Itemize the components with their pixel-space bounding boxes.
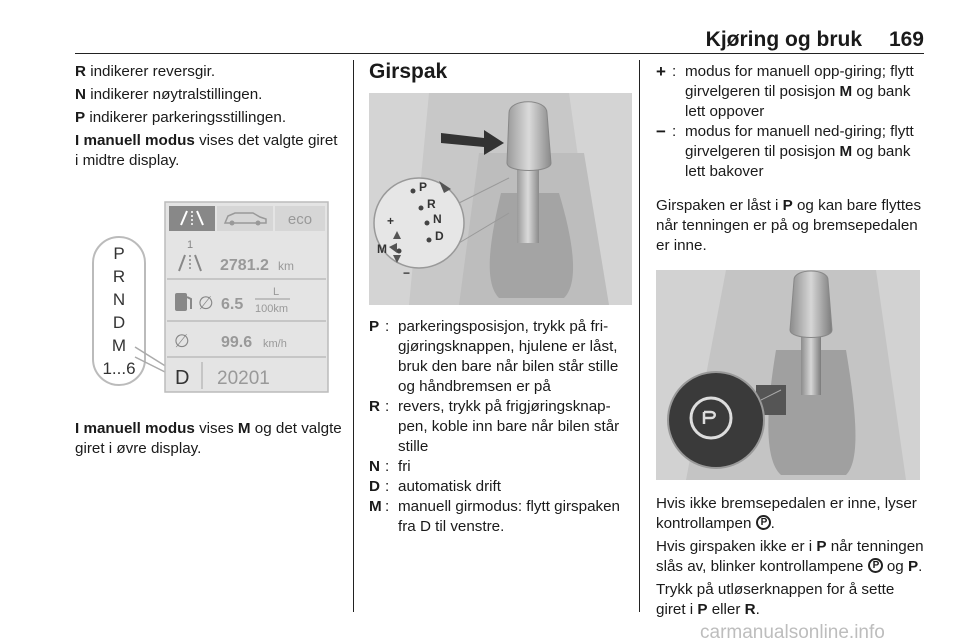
- column-1: [75, 62, 343, 462]
- para-neutral: N indikerer nøytralstillingen.: [75, 86, 263, 103]
- svg-text:L: L: [273, 286, 280, 298]
- column-divider: [639, 60, 640, 612]
- lever-label-d: D: [435, 229, 444, 243]
- watermark: carmanualsonline.info: [700, 622, 885, 642]
- gear-range: 1...6: [102, 359, 136, 378]
- gear-lever-figure: [369, 93, 632, 305]
- gear-letter-m: M: [111, 336, 127, 355]
- tab-eco: eco: [287, 211, 313, 228]
- lever-label-p: P: [419, 180, 428, 194]
- list-item: D : automatisk drift: [369, 478, 501, 495]
- svg-text:km: km: [278, 259, 294, 273]
- svg-text:∅: ∅: [198, 293, 214, 313]
- svg-text:1: 1: [187, 239, 194, 251]
- lever-label-n: N: [433, 212, 442, 226]
- gear-letter-r: R: [112, 267, 126, 286]
- svg-text:∅: ∅: [174, 331, 190, 351]
- brake-warning-icon: P: [868, 558, 883, 573]
- list-item: P : parkeringsposisjon, trykk på frigjøringsknappen, hjulene er låst, bruk den bare når bilen står stille og håndbremsen er på: [369, 318, 619, 395]
- svg-text:6.5: 6.5: [221, 296, 244, 313]
- lever-label-m: M: [377, 242, 387, 256]
- fuel-pump-icon: [175, 293, 187, 311]
- cluster-display-illustration: [75, 197, 343, 397]
- column-2: [369, 62, 635, 537]
- lever-label-minus: −: [403, 266, 411, 280]
- para-brake-lamp: Hvis ikke bremsepedalen er inne, lyser kontrollampen P .: [656, 495, 917, 532]
- list-item: M : manuell girmodus: flytt girspaken fra D til venstre.: [369, 498, 621, 535]
- svg-text:D: D: [175, 367, 190, 389]
- page-number: 169: [888, 28, 924, 51]
- svg-text:99.6: 99.6: [221, 334, 253, 351]
- column-divider: [353, 60, 354, 612]
- para-manual-mode: I manuell modus vises det valgte giret i midtre display.: [75, 132, 338, 169]
- gear-lever-illustration: [369, 93, 632, 305]
- list-item-upshift: + : modus for manuell opp-giring; flytt girvelgeren til posisjon M og bank lett oppover: [656, 62, 914, 120]
- header-title: Kjøring og bruk: [705, 28, 862, 51]
- page-header: [75, 28, 924, 54]
- section-title: Girspak: [369, 60, 448, 83]
- lever-label-r: R: [427, 197, 436, 211]
- gear-letter-n: N: [112, 290, 126, 309]
- cluster-display-figure: [75, 197, 343, 397]
- column-3: [656, 62, 926, 623]
- brake-warning-icon: P: [756, 515, 771, 530]
- minus-icon: −: [656, 122, 666, 141]
- gear-position-list: [369, 317, 635, 537]
- lever-label-plus: +: [387, 214, 395, 228]
- gear-letter-d: D: [112, 313, 126, 332]
- list-item: R : revers, trykk på frigjøringsknappen, koble inn bare når bilen står stille: [369, 398, 620, 455]
- list-item: N : fri: [369, 458, 411, 475]
- brake-release-figure: [656, 270, 920, 480]
- svg-text:100km: 100km: [255, 303, 289, 315]
- svg-text:km/h: km/h: [263, 338, 287, 350]
- para-locked: Girspaken er låst i P og kan bare flyttes når tenningen er på og bremsepedalen er inne.: [656, 197, 922, 254]
- para-park: P indikerer parkeringsstillingen.: [75, 109, 287, 126]
- svg-text:2781.2: 2781.2: [220, 257, 269, 274]
- svg-text:20201: 20201: [217, 368, 270, 389]
- gear-letter-p: P: [113, 244, 125, 263]
- para-manual-mode-upper: I manuell modus vises M og det valgte giret i øvre display.: [75, 420, 342, 457]
- para-ignition-off: Hvis girspaken ikke er i P når tenningen slås av, blinker kontrollampene P og P.: [656, 538, 924, 575]
- list-item-downshift: − : modus for manuell ned-giring; flytt girvelgeren til posisjon M og bank lett bakover: [656, 122, 914, 180]
- para-reverse: R indikerer reversgir.: [75, 63, 216, 80]
- release-button-illustration: [656, 270, 920, 480]
- para-release-button: Trykk på utløserknappen for å sette giret i P eller R.: [656, 581, 895, 618]
- plus-icon: +: [656, 62, 666, 81]
